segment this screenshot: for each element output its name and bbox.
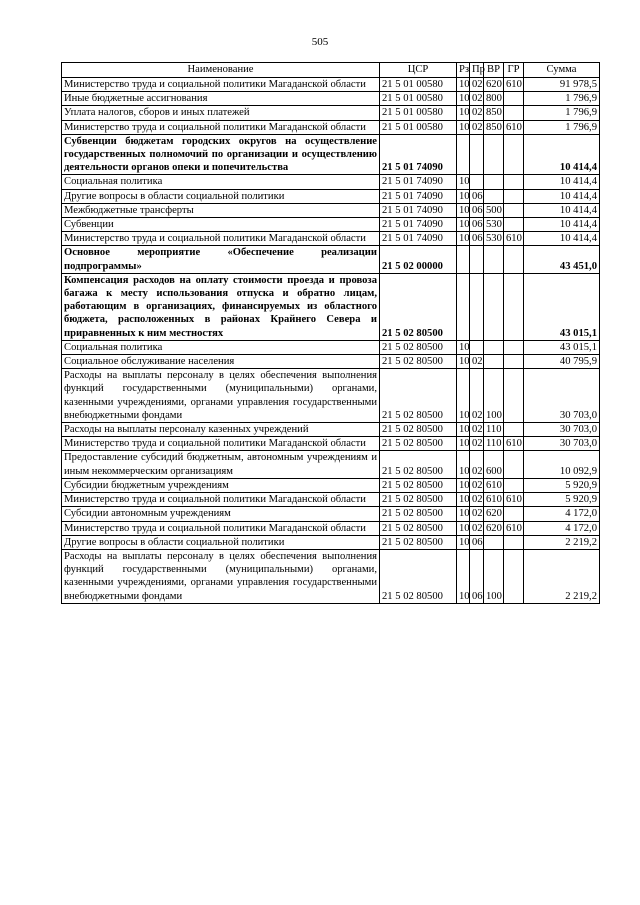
row-pr: 02 xyxy=(470,478,484,492)
row-pr: 02 xyxy=(470,369,484,423)
row-rz: 10 xyxy=(457,106,470,120)
row-rz: 10 xyxy=(457,218,470,232)
row-sum: 40 795,9 xyxy=(524,355,600,369)
row-vr: 620 xyxy=(484,521,504,535)
row-name: Министерство труда и социальной политики Магаданской области xyxy=(62,78,380,92)
row-pr: 02 xyxy=(470,493,484,507)
header-csr: ЦСР xyxy=(380,63,457,78)
row-name: Министерство труда и социальной политики Магаданской области xyxy=(62,521,380,535)
table-row xyxy=(62,218,600,232)
table-row xyxy=(62,535,600,549)
row-csr: 21 5 02 80500 xyxy=(380,451,457,478)
row-pr: 02 xyxy=(470,120,484,134)
row-pr xyxy=(470,340,484,354)
row-pr: 02 xyxy=(470,507,484,521)
row-csr: 21 5 02 00000 xyxy=(380,246,457,273)
row-gr xyxy=(504,218,524,232)
row-name: Расходы на выплаты персоналу казенных учреждений xyxy=(62,423,380,437)
row-csr: 21 5 01 74090 xyxy=(380,175,457,189)
row-rz: 10 xyxy=(457,507,470,521)
row-pr: 02 xyxy=(470,106,484,120)
row-pr: 02 xyxy=(470,521,484,535)
table-row xyxy=(62,246,600,273)
row-sum: 2 219,2 xyxy=(524,549,600,603)
row-pr: 06 xyxy=(470,232,484,246)
row-name: Уплата налогов, сборов и иных платежей xyxy=(62,106,380,120)
row-pr: 06 xyxy=(470,189,484,203)
row-sum: 10 414,4 xyxy=(524,189,600,203)
row-csr: 21 5 02 80500 xyxy=(380,535,457,549)
row-gr xyxy=(504,355,524,369)
budget-table xyxy=(61,62,600,604)
row-name: Другие вопросы в области социальной политики xyxy=(62,189,380,203)
header-name: Наименование xyxy=(62,63,380,78)
row-sum: 5 920,9 xyxy=(524,493,600,507)
table-row xyxy=(62,507,600,521)
row-rz: 10 xyxy=(457,92,470,106)
row-csr: 21 5 02 80500 xyxy=(380,273,457,340)
row-sum: 43 015,1 xyxy=(524,273,600,340)
row-csr: 21 5 02 80500 xyxy=(380,521,457,535)
row-name: Субвенции бюджетам городских округов на осуществление государственных полномочий по организации и осуществлению деятельности органов опеки и попечительства xyxy=(62,134,380,175)
row-sum: 43 451,0 xyxy=(524,246,600,273)
row-name: Министерство труда и социальной политики Магаданской области xyxy=(62,493,380,507)
row-name: Предоставление субсидий бюджетным, автономным учреждениям и иным некоммерческим организациям xyxy=(62,451,380,478)
row-pr: 06 xyxy=(470,203,484,217)
table-row xyxy=(62,203,600,217)
row-gr xyxy=(504,106,524,120)
row-csr: 21 5 01 00580 xyxy=(380,78,457,92)
row-pr xyxy=(470,246,484,273)
row-gr: 610 xyxy=(504,78,524,92)
row-pr: 02 xyxy=(470,355,484,369)
row-gr xyxy=(504,203,524,217)
row-rz: 10 xyxy=(457,437,470,451)
row-sum: 10 414,4 xyxy=(524,203,600,217)
row-rz: 10 xyxy=(457,493,470,507)
row-gr xyxy=(504,549,524,603)
row-name: Расходы на выплаты персоналу в целях обеспечения выполнения функций государственными (муниципальными) органами, казенными учреждениями, органами управления государственными внебюджетными фондами xyxy=(62,549,380,603)
row-pr: 02 xyxy=(470,78,484,92)
table-row xyxy=(62,549,600,603)
table-row xyxy=(62,78,600,92)
row-gr: 610 xyxy=(504,120,524,134)
row-gr xyxy=(504,189,524,203)
row-csr: 21 5 02 80500 xyxy=(380,493,457,507)
table-row xyxy=(62,232,600,246)
row-csr: 21 5 01 74090 xyxy=(380,189,457,203)
row-gr: 610 xyxy=(504,493,524,507)
row-vr: 800 xyxy=(484,92,504,106)
row-name: Субсидии автономным учреждениям xyxy=(62,507,380,521)
row-gr xyxy=(504,535,524,549)
row-vr: 100 xyxy=(484,549,504,603)
row-gr xyxy=(504,246,524,273)
row-sum: 10 414,4 xyxy=(524,232,600,246)
table-row xyxy=(62,493,600,507)
row-gr xyxy=(504,423,524,437)
row-csr: 21 5 01 74090 xyxy=(380,134,457,175)
row-csr: 21 5 01 00580 xyxy=(380,120,457,134)
table-row xyxy=(62,451,600,478)
table-row xyxy=(62,106,600,120)
row-rz: 10 xyxy=(457,451,470,478)
row-pr xyxy=(470,273,484,340)
row-vr: 500 xyxy=(484,203,504,217)
table-row xyxy=(62,340,600,354)
row-csr: 21 5 01 74090 xyxy=(380,232,457,246)
row-name: Субвенции xyxy=(62,218,380,232)
row-rz: 10 xyxy=(457,175,470,189)
table-body xyxy=(62,78,600,604)
row-name: Социальное обслуживание населения xyxy=(62,355,380,369)
row-csr: 21 5 01 00580 xyxy=(380,106,457,120)
row-vr xyxy=(484,189,504,203)
row-pr: 02 xyxy=(470,92,484,106)
row-vr: 530 xyxy=(484,232,504,246)
row-pr: 02 xyxy=(470,451,484,478)
row-rz: 10 xyxy=(457,203,470,217)
row-csr: 21 5 02 80500 xyxy=(380,549,457,603)
table-row xyxy=(62,92,600,106)
header-vr: ВР xyxy=(484,63,504,78)
row-vr xyxy=(484,535,504,549)
row-csr: 21 5 01 74090 xyxy=(380,218,457,232)
row-gr xyxy=(504,92,524,106)
row-vr: 100 xyxy=(484,369,504,423)
row-pr xyxy=(470,175,484,189)
row-pr: 06 xyxy=(470,535,484,549)
row-sum: 1 796,9 xyxy=(524,92,600,106)
row-vr xyxy=(484,246,504,273)
header-gr: ГР xyxy=(504,63,524,78)
header-pr: Пр xyxy=(470,63,484,78)
row-name: Межбюджетные трансферты xyxy=(62,203,380,217)
row-vr: 850 xyxy=(484,120,504,134)
row-gr: 610 xyxy=(504,521,524,535)
row-vr xyxy=(484,175,504,189)
table-row xyxy=(62,189,600,203)
row-rz: 10 xyxy=(457,423,470,437)
row-rz: 10 xyxy=(457,78,470,92)
table-row xyxy=(62,521,600,535)
row-rz: 10 xyxy=(457,549,470,603)
row-csr: 21 5 02 80500 xyxy=(380,355,457,369)
table-row xyxy=(62,423,600,437)
row-sum: 1 796,9 xyxy=(524,106,600,120)
row-name: Расходы на выплаты персоналу в целях обеспечения выполнения функций государственными (муниципальными) органами, казенными учреждениями, органами управления государственными внебюджетными фондами xyxy=(62,369,380,423)
row-vr: 110 xyxy=(484,423,504,437)
row-gr xyxy=(504,273,524,340)
row-sum: 10 414,4 xyxy=(524,175,600,189)
row-sum: 4 172,0 xyxy=(524,507,600,521)
row-rz: 10 xyxy=(457,535,470,549)
row-name: Министерство труда и социальной политики Магаданской области xyxy=(62,437,380,451)
row-pr: 06 xyxy=(470,218,484,232)
row-vr: 620 xyxy=(484,507,504,521)
row-vr xyxy=(484,273,504,340)
row-vr: 530 xyxy=(484,218,504,232)
row-sum: 10 414,4 xyxy=(524,134,600,175)
row-vr: 600 xyxy=(484,451,504,478)
row-csr: 21 5 02 80500 xyxy=(380,423,457,437)
row-name: Субсидии бюджетным учреждениям xyxy=(62,478,380,492)
row-rz: 10 xyxy=(457,521,470,535)
table-row xyxy=(62,134,600,175)
row-sum: 43 015,1 xyxy=(524,340,600,354)
row-csr: 21 5 02 80500 xyxy=(380,478,457,492)
row-gr xyxy=(504,340,524,354)
row-vr: 110 xyxy=(484,437,504,451)
row-rz: 10 xyxy=(457,369,470,423)
row-rz xyxy=(457,273,470,340)
table-row xyxy=(62,175,600,189)
row-csr: 21 5 02 80500 xyxy=(380,369,457,423)
row-vr xyxy=(484,340,504,354)
row-rz xyxy=(457,246,470,273)
table-header-row xyxy=(62,63,600,78)
table-row xyxy=(62,437,600,451)
header-rz: Рз xyxy=(457,63,470,78)
row-sum: 5 920,9 xyxy=(524,478,600,492)
row-rz: 10 xyxy=(457,120,470,134)
row-name: Социальная политика xyxy=(62,340,380,354)
row-name: Другие вопросы в области социальной политики xyxy=(62,535,380,549)
row-vr xyxy=(484,134,504,175)
row-sum: 91 978,5 xyxy=(524,78,600,92)
row-sum: 4 172,0 xyxy=(524,521,600,535)
table-row xyxy=(62,355,600,369)
row-rz: 10 xyxy=(457,189,470,203)
row-rz: 10 xyxy=(457,478,470,492)
row-csr: 21 5 02 80500 xyxy=(380,437,457,451)
row-name: Министерство труда и социальной политики Магаданской области xyxy=(62,120,380,134)
row-sum: 10 092,9 xyxy=(524,451,600,478)
table-row xyxy=(62,369,600,423)
row-name: Министерство труда и социальной политики Магаданской области xyxy=(62,232,380,246)
row-name: Иные бюджетные ассигнования xyxy=(62,92,380,106)
row-pr: 02 xyxy=(470,437,484,451)
table-row xyxy=(62,273,600,340)
table-row xyxy=(62,478,600,492)
row-name: Социальная политика xyxy=(62,175,380,189)
row-rz: 10 xyxy=(457,355,470,369)
table-row xyxy=(62,120,600,134)
row-vr: 850 xyxy=(484,106,504,120)
row-gr: 610 xyxy=(504,232,524,246)
row-name: Компенсация расходов на оплату стоимости проезда и провоза багажа к месту использования отпуска и обратно лицам, работающим в организациях, финансируемых из областного бюджета, расположенных в районах Крайнего Севера и приравненных к ним местностях xyxy=(62,273,380,340)
row-pr: 02 xyxy=(470,423,484,437)
row-sum: 30 703,0 xyxy=(524,369,600,423)
row-pr: 06 xyxy=(470,549,484,603)
row-gr xyxy=(504,134,524,175)
row-gr xyxy=(504,478,524,492)
row-csr: 21 5 02 80500 xyxy=(380,340,457,354)
row-pr xyxy=(470,134,484,175)
row-sum: 30 703,0 xyxy=(524,437,600,451)
row-gr xyxy=(504,369,524,423)
row-rz xyxy=(457,134,470,175)
row-csr: 21 5 02 80500 xyxy=(380,507,457,521)
row-name: Основное мероприятие «Обеспечение реализации подпрограммы» xyxy=(62,246,380,273)
row-sum: 10 414,4 xyxy=(524,218,600,232)
row-gr xyxy=(504,451,524,478)
row-gr xyxy=(504,507,524,521)
row-vr: 610 xyxy=(484,478,504,492)
row-sum: 2 219,2 xyxy=(524,535,600,549)
row-vr xyxy=(484,355,504,369)
row-gr: 610 xyxy=(504,437,524,451)
row-csr: 21 5 01 74090 xyxy=(380,203,457,217)
page-number: 505 xyxy=(311,36,329,48)
row-csr: 21 5 01 00580 xyxy=(380,92,457,106)
row-sum: 30 703,0 xyxy=(524,423,600,437)
row-vr: 620 xyxy=(484,78,504,92)
row-rz: 10 xyxy=(457,232,470,246)
row-sum: 1 796,9 xyxy=(524,120,600,134)
row-rz: 10 xyxy=(457,340,470,354)
row-vr: 610 xyxy=(484,493,504,507)
row-gr xyxy=(504,175,524,189)
header-sum: Сумма xyxy=(524,63,600,78)
